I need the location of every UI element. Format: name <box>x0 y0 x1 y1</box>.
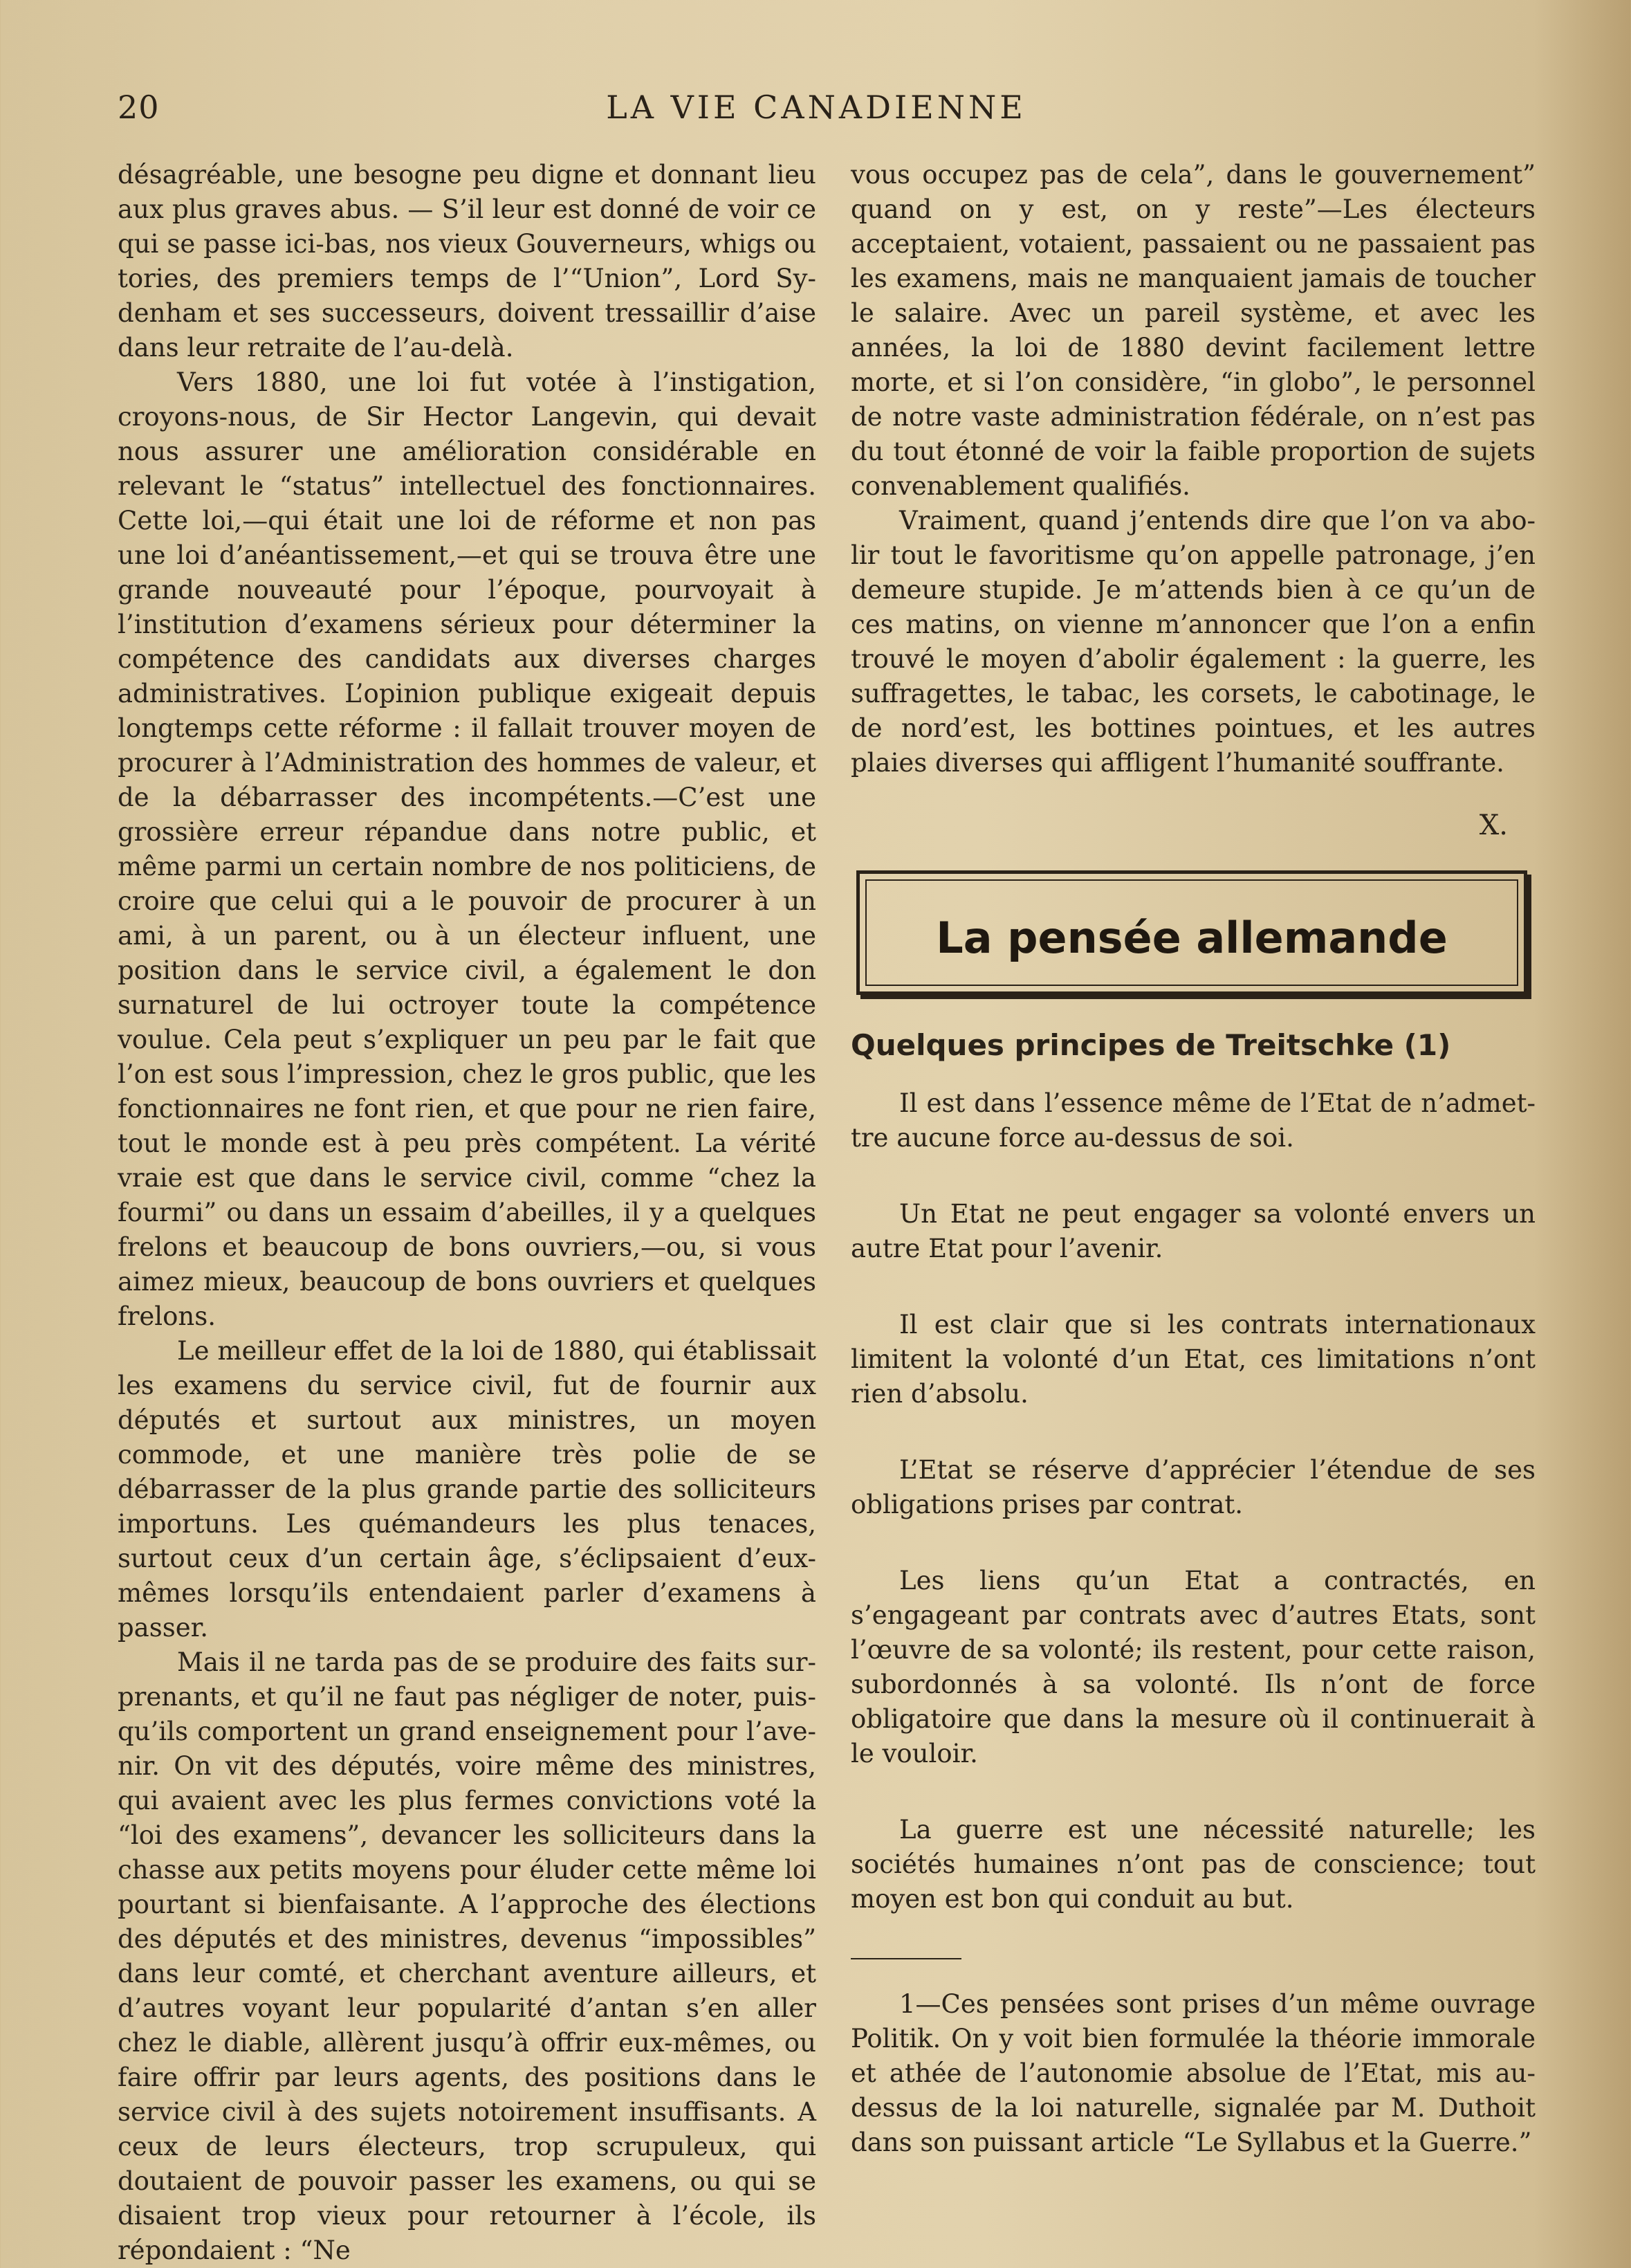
maxim: Il est dans l’essence même de l’Etat de n’admettre aucune force au-dessus de soi. <box>851 1088 1536 1153</box>
maxim: Il est clair que si les contrats internationaux limitent la volonté d’un Etat, ces limitations n’ont rien d’absolu. <box>851 1310 1536 1409</box>
paragraph: Vraiment, quand j’entends dire que l’on va abolir tout le favoritisme qu’on appelle patronage, j’en demeure stupide. Je m’attends bien à ce qu’un de ces matins, on vienne m’annoncer que l’on a enfin trouvé le moyen d’abolir également : la guerre, les suffragettes, le tabac, les corsets, le cabotinage, le de nord’est, les bottines pointues, et les autres plaies diverses qui affligent l’humanité souffrante. <box>851 506 1536 778</box>
page-number: 20 <box>118 89 160 126</box>
left-column <box>118 158 816 2268</box>
author-signature: X. <box>1479 810 1508 841</box>
right-column <box>851 158 1536 2160</box>
maxim: Les liens qu’un Etat a contractés, en s’engageant par contrats avec d’autres Etats, sont l’œuvre de sa volonté; ils restent, pour cette raison, subordonnés à sa volonté. Ils n’ont de force obligatoire que dans la mesure où il continuerait à le vouloir. <box>851 1566 1536 1768</box>
footnote-divider <box>851 1958 961 1959</box>
journal-title: LA VIE CANADIENNE <box>606 89 1026 126</box>
maxim: L’Etat se réserve d’apprécier l’étendue de ses obligations prises par contrat. <box>851 1455 1536 1519</box>
paragraph: vous occupez pas de cela”, dans le gouvernement” quand on y est, on y reste”—Les électeurs acceptaient, votaient, passaient ou ne passaient pas les examens, mais ne manquaient jamais de toucher le salaire. Avec un pareil système, et avec les années, la loi de 1880 devint facilement lettre morte, et si l’on considère, “in globo”, le personnel de notre vaste administration fédérale, on n’est pas du tout étonné de voir la faible proportion de sujets convenablement qualifiés. <box>851 160 1536 501</box>
section-title: La pensée allemande <box>936 913 1448 963</box>
page-header <box>118 82 1515 130</box>
footnote: 1—Ces pensées sont prises d’un même ouvrage Politik. On y voit bien formulée la théorie immorale et athée de l’autonomie absolue de l’Etat, mis au-dessus de la loi naturelle, signalée par M. Duthoit dans son puissant article “Le Syllabus et la Guerre.” <box>851 1989 1536 2157</box>
paragraph: Mais il ne tarda pas de se produire des faits surprenants, et qu’il ne faut pas négliger de noter, puisqu’ils comportent un grand enseignement pour l’avenir. On vit des députés, voire même des ministres, qui avaient avec les plus fermes convictions voté la “loi des examens”, devancer les solliciteurs dans la chasse aux petits moyens pour éluder cette même loi pourtant si bienfaisante. A l’approche des élections des députés et des ministres, devenus “impossibles” dans leur comté, et cherchant aventure ailleurs, et d’autres voyant leur popularité d’antan s’en aller chez le diable, allèrent jusqu’à offrir eux-mêmes, ou faire offrir par leurs agents, des positions dans le service civil à des sujets notoirement insuffisants. A ceux de leurs électeurs, trop scrupuleux, qui doutaient de pouvoir passer les examens, ou qui se disaient trop vieux pour retourner à l’école, ils répondaient : “Ne <box>118 1647 816 2265</box>
maxim: La guerre est une nécessité naturelle; les sociétés humaines n’ont pas de conscience; tout moyen est bon qui conduit au but. <box>851 1815 1536 1914</box>
section-title-box <box>856 870 1527 995</box>
article-subheading: Quelques principes de Treitschke (1) <box>851 1028 1451 1062</box>
paragraph: Le meilleur effet de la loi de 1880, qui établissait les examens du service civil, fut de fournir aux députés et surtout aux ministres, un moyen commode, et une manière très polie de se débarrasser de la plus grande partie des solliciteurs importuns. Les quémandeurs les plus tenaces, surtout ceux d’un certain âge, s’éclipsaient d’eux-mêmes lorsqu’ils entendaient parler d’examens à passer. <box>118 1336 816 1643</box>
paragraph: désagréable, une besogne peu digne et donnant lieu aux plus graves abus. — S’il leur est donné de voir ce qui se passe ici-bas, nos vieux Gouverneurs, whigs ou tories, des premiers temps de l’“Union”, Lord Sydenham et ses successeurs, doivent tressaillir d’aise dans leur retraite de l’au-delà. <box>118 160 816 363</box>
maxim: Un Etat ne peut engager sa volonté envers un autre Etat pour l’avenir. <box>851 1199 1536 1263</box>
paragraph: Vers 1880, une loi fut votée à l’instigation, croyons-nous, de Sir Hector Langevin, qui devait nous assurer une amélioration considérable en relevant le “status” intellectuel des fonctionnaires. Cette loi,—qui était une loi de réforme et non pas une loi d’anéantissement,—et qui se trouva être une grande nouveauté pour l’époque, pourvoyait à l’institution d’examens sérieux pour déterminer la compétence des candidats aux diverses charges administratives. L’opinion publique exigeait depuis longtemps cette réforme : il fallait trouver moyen de procurer à l’Administration des hommes de valeur, et de la débarrasser des incompétents.—C’est une grossière erreur répandue dans notre public, et même parmi un certain nombre de nos politiciens, de croire que celui qui a le pouvoir de procurer à un ami, à un parent, ou à un électeur influent, une position dans le service civil, a également le don surnaturel de lui octroyer toute la compétence voulue. Cela peut s’expliquer un peu par le fait que l’on est sous l’impression, chez le gros public, que les fonctionnaires ne font rien, et que pour ne rien faire, tout le monde est à peu près compétent. La vérité vraie est que dans le service civil, comme “chez la fourmi” ou dans un essaim d’abeilles, il y a quelques frelons et beaucoup de bons ouvriers,—ou, si vous aimez mieux, beaucoup de bons ouvriers et quelques frelons. <box>118 367 816 1331</box>
